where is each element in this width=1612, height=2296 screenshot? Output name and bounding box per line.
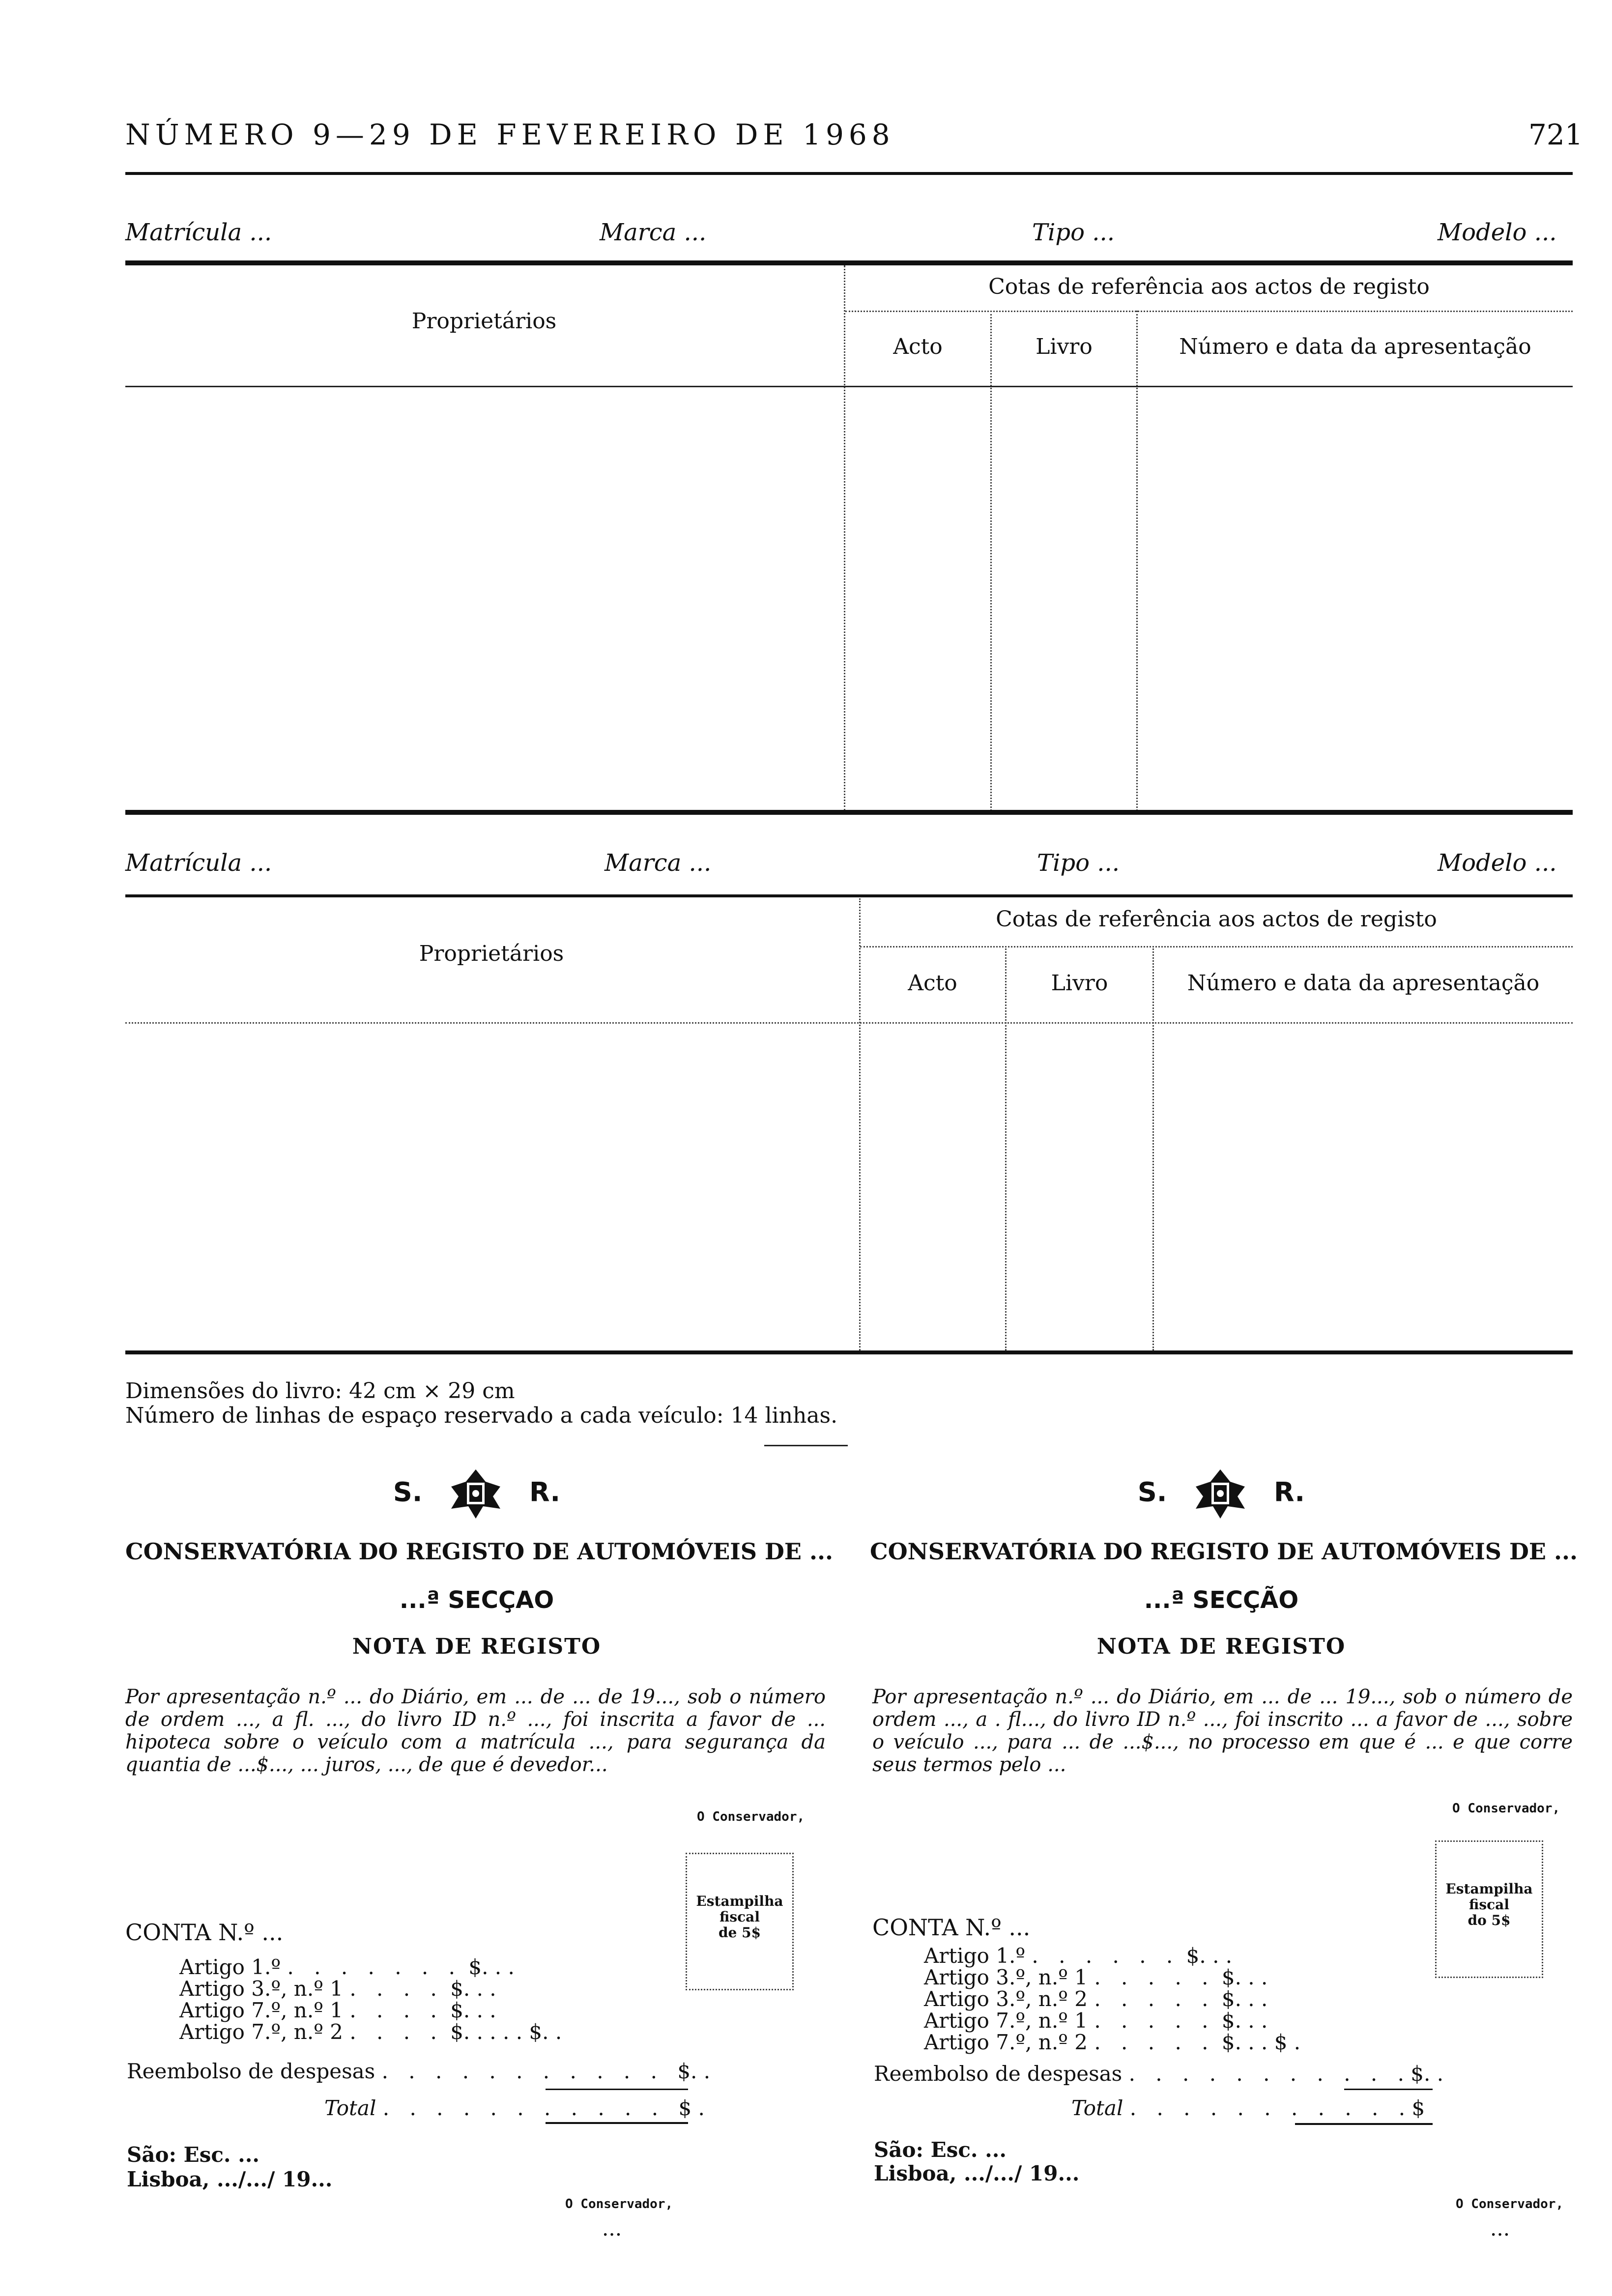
note-heading: NOTA DE REGISTO <box>352 1634 602 1659</box>
table-bottom-rule-2 <box>125 1350 1573 1354</box>
modelo-label: Modelo ... <box>1438 849 1557 877</box>
item-label: Artigo 7.º, n.º 1 <box>179 1998 343 2022</box>
signature-ellipsis: ... <box>602 2216 622 2240</box>
item-dots: . . . . . <box>1094 2009 1215 2033</box>
emblem-letter-r: R. <box>1273 1476 1305 1508</box>
item-label: Artigo 1.º <box>179 1955 281 1979</box>
cotas-divider-2 <box>860 946 1573 947</box>
stamp-line: do 5$ <box>1468 1912 1511 1928</box>
line-item <box>179 1998 496 2022</box>
conservador-label: O Conservador, <box>1452 1801 1560 1816</box>
line-item <box>924 1944 1232 1968</box>
modelo-label: Modelo ... <box>1438 219 1557 246</box>
reembolso-label: Reembolso de despesas <box>127 2059 375 2083</box>
reembolso-value: $. . <box>677 2059 711 2083</box>
total-label: Total <box>1071 2096 1123 2120</box>
item-dots: . . . . . . . <box>287 1955 462 1979</box>
line-item <box>179 1977 496 2001</box>
item-value: $. . . <box>1221 2009 1268 2033</box>
emblem-row-right <box>870 1467 1573 1521</box>
lisboa-date: Lisboa, .../.../ 19... <box>127 2167 333 2191</box>
conservador-label: O Conservador, <box>697 1809 805 1824</box>
col-livro: Livro <box>1051 971 1108 996</box>
coat-of-arms-icon <box>446 1467 505 1521</box>
item-dots: . . . . . . . . . . <box>1129 2096 1399 2120</box>
fiscal-stamp-box <box>686 1853 794 1990</box>
total-value: $ . <box>678 2096 705 2120</box>
item-dots: . . . . . <box>1094 1987 1215 2011</box>
page-header-title: NÚMERO 9—29 DE FEVEREIRO DE 1968 <box>125 118 895 151</box>
col-livro: Livro <box>1036 334 1093 359</box>
total-rule-bottom <box>546 2122 688 2124</box>
total-rule-top <box>546 2089 688 2090</box>
reembolso-value: . $. . <box>1397 2062 1444 2086</box>
total-value: . $ <box>1398 2096 1425 2120</box>
note-paragraph: Por apresentação n.º ... do Diário, em ... de ... de 19..., sob o número de ordem ..., a fl. ..., do livro ID n.º ..., foi inscrita a favor de ... hipoteca sobre o veículo com a matrícula ..., para segurança da quantia de ...$..., ... juros, ..., de que é devedor... <box>125 1686 826 1776</box>
emblem-letter-s: S. <box>1137 1476 1167 1508</box>
conservador-signature-label: O Conservador, <box>1456 2197 1564 2211</box>
separator-short <box>764 1445 848 1446</box>
coat-of-arms-icon <box>1191 1467 1250 1521</box>
item-label: Artigo 7.º, n.º 2 <box>924 2030 1088 2054</box>
conta-label: CONTA N.º ... <box>872 1914 1031 1941</box>
reembolso-row <box>874 2062 1443 2086</box>
sao-label: São: Esc. ... <box>874 2138 1007 2162</box>
col-divider-2b <box>1005 946 1007 1350</box>
col-acto: Acto <box>893 334 943 359</box>
item-value: $. . . <box>1221 1987 1268 2011</box>
note-title: CONSERVATÓRIA DO REGISTO DE AUTOMÓVEIS DE ... <box>870 1538 1578 1565</box>
total-row <box>324 2096 705 2120</box>
item-value: $. . . <box>1221 1965 1268 1989</box>
proprietarios-header: Proprietários <box>411 309 557 334</box>
item-value: $. . . <box>450 1998 496 2022</box>
item-dots: . . . . . . . . . . <box>1128 2062 1398 2086</box>
col-numero-data: Número e data da apresentação <box>1187 971 1540 996</box>
stamp-line: fiscal <box>1469 1896 1509 1913</box>
item-dots: . . . . <box>349 1977 444 2001</box>
cotas-header: Cotas de referência aos actos de registo <box>988 274 1430 299</box>
line-item <box>179 1955 515 1979</box>
item-dots: . . . . . . . . . . . <box>381 2059 678 2083</box>
col-numero-data: Número e data da apresentação <box>1179 334 1531 359</box>
table-top-rule-1 <box>125 260 1573 265</box>
col-divider-2a <box>859 898 861 1350</box>
total-row <box>1071 2096 1425 2120</box>
item-value: $. . . . . $. . <box>450 2020 562 2044</box>
signature-ellipsis: ... <box>1490 2216 1510 2240</box>
total-rule-bottom <box>1295 2123 1433 2125</box>
fiscal-stamp-box <box>1435 1840 1543 1978</box>
marca-label: Marca ... <box>600 219 707 246</box>
line-item <box>924 1987 1267 2011</box>
cotas-divider-1 <box>845 311 1573 312</box>
line-item <box>179 2020 562 2044</box>
sao-label: São: Esc. ... <box>127 2143 260 2167</box>
header-bottom-rule-2 <box>125 1022 1573 1024</box>
note-paragraph: Por apresentação n.º ... do Diário, em ... de ... 19..., sob o número de ordem ..., a . fl..., do livro ID n.º ..., foi inscrito ... a favor de ..., sobre o veículo ..., para ... de ...$..., no processo em que é ... e que corre seus termos pelo ... <box>872 1686 1573 1776</box>
tipo-label: Tipo ... <box>1037 849 1120 877</box>
reembolso-label: Reembolso de despesas <box>874 2062 1123 2086</box>
matricula-label: Matrícula ... <box>125 219 272 246</box>
col-divider-2c <box>1152 946 1154 1350</box>
item-label: Artigo 7.º, n.º 1 <box>924 2009 1088 2033</box>
marca-label: Marca ... <box>604 849 712 877</box>
total-label: Total <box>324 2096 376 2120</box>
item-label: Artigo 3.º, n.º 1 <box>924 1965 1088 1989</box>
cotas-header: Cotas de referência aos actos de registo <box>996 907 1437 932</box>
line-item <box>924 1965 1267 1989</box>
note-heading: NOTA DE REGISTO <box>1096 1634 1346 1659</box>
header-rule <box>125 172 1573 175</box>
conta-label: CONTA N.º ... <box>125 1919 284 1946</box>
lines-reserved: Número de linhas de espaço reservado a cada veículo: 14 linhas. <box>125 1403 838 1428</box>
note-seccao: ...ª SECÇAO <box>399 1586 554 1614</box>
lisboa-date: Lisboa, .../.../ 19... <box>874 2161 1080 2185</box>
tipo-label: Tipo ... <box>1032 219 1115 246</box>
col-acto: Acto <box>908 971 957 996</box>
page-number: 721 <box>1528 118 1583 151</box>
item-label: Artigo 3.º, n.º 1 <box>179 1977 343 2001</box>
stamp-line: de 5$ <box>718 1924 761 1941</box>
item-value: $. . . $ . <box>1221 2030 1301 2054</box>
item-dots: . . . . . . <box>1032 1944 1180 1968</box>
header-bottom-rule-1 <box>125 386 1573 387</box>
item-dots: . . . . <box>349 2020 444 2044</box>
emblem-row-left <box>125 1467 828 1521</box>
item-value: $. . . <box>450 1977 496 2001</box>
item-dots: . . . . . <box>1094 1965 1215 1989</box>
item-value: $. . . <box>468 1955 515 1979</box>
table-bottom-rule-1 <box>125 810 1573 815</box>
line-item <box>924 2030 1300 2054</box>
note-seccao: ...ª SECÇÃO <box>1144 1586 1299 1614</box>
conservador-signature-label: O Conservador, <box>565 2197 673 2211</box>
item-dots: . . . . <box>349 1998 444 2022</box>
stamp-line: Estampilha <box>1445 1881 1533 1897</box>
item-dots: . . . . . <box>1094 2030 1215 2054</box>
total-rule-top <box>1344 2089 1433 2090</box>
proprietarios-header: Proprietários <box>419 941 564 966</box>
note-title: CONSERVATÓRIA DO REGISTO DE AUTOMÓVEIS DE ... <box>125 1538 834 1565</box>
reembolso-row <box>127 2059 710 2083</box>
stamp-line: fiscal <box>720 1909 760 1925</box>
stamp-line: Estampilha <box>696 1893 783 1909</box>
item-label: Artigo 1.º <box>924 1944 1026 1968</box>
book-dimensions: Dimensões do livro: 42 cm × 29 cm <box>125 1378 515 1404</box>
matricula-label: Matrícula ... <box>125 849 272 877</box>
item-label: Artigo 7.º, n.º 2 <box>179 2020 343 2044</box>
line-item <box>924 2009 1267 2033</box>
item-label: Artigo 3.º, n.º 2 <box>924 1987 1088 2011</box>
table-top-rule-2 <box>125 894 1573 897</box>
item-value: $. . . <box>1186 1944 1233 1968</box>
item-dots: . . . . . . . . . . . <box>382 2096 679 2120</box>
emblem-letter-r: R. <box>529 1476 561 1508</box>
emblem-letter-s: S. <box>393 1476 423 1508</box>
